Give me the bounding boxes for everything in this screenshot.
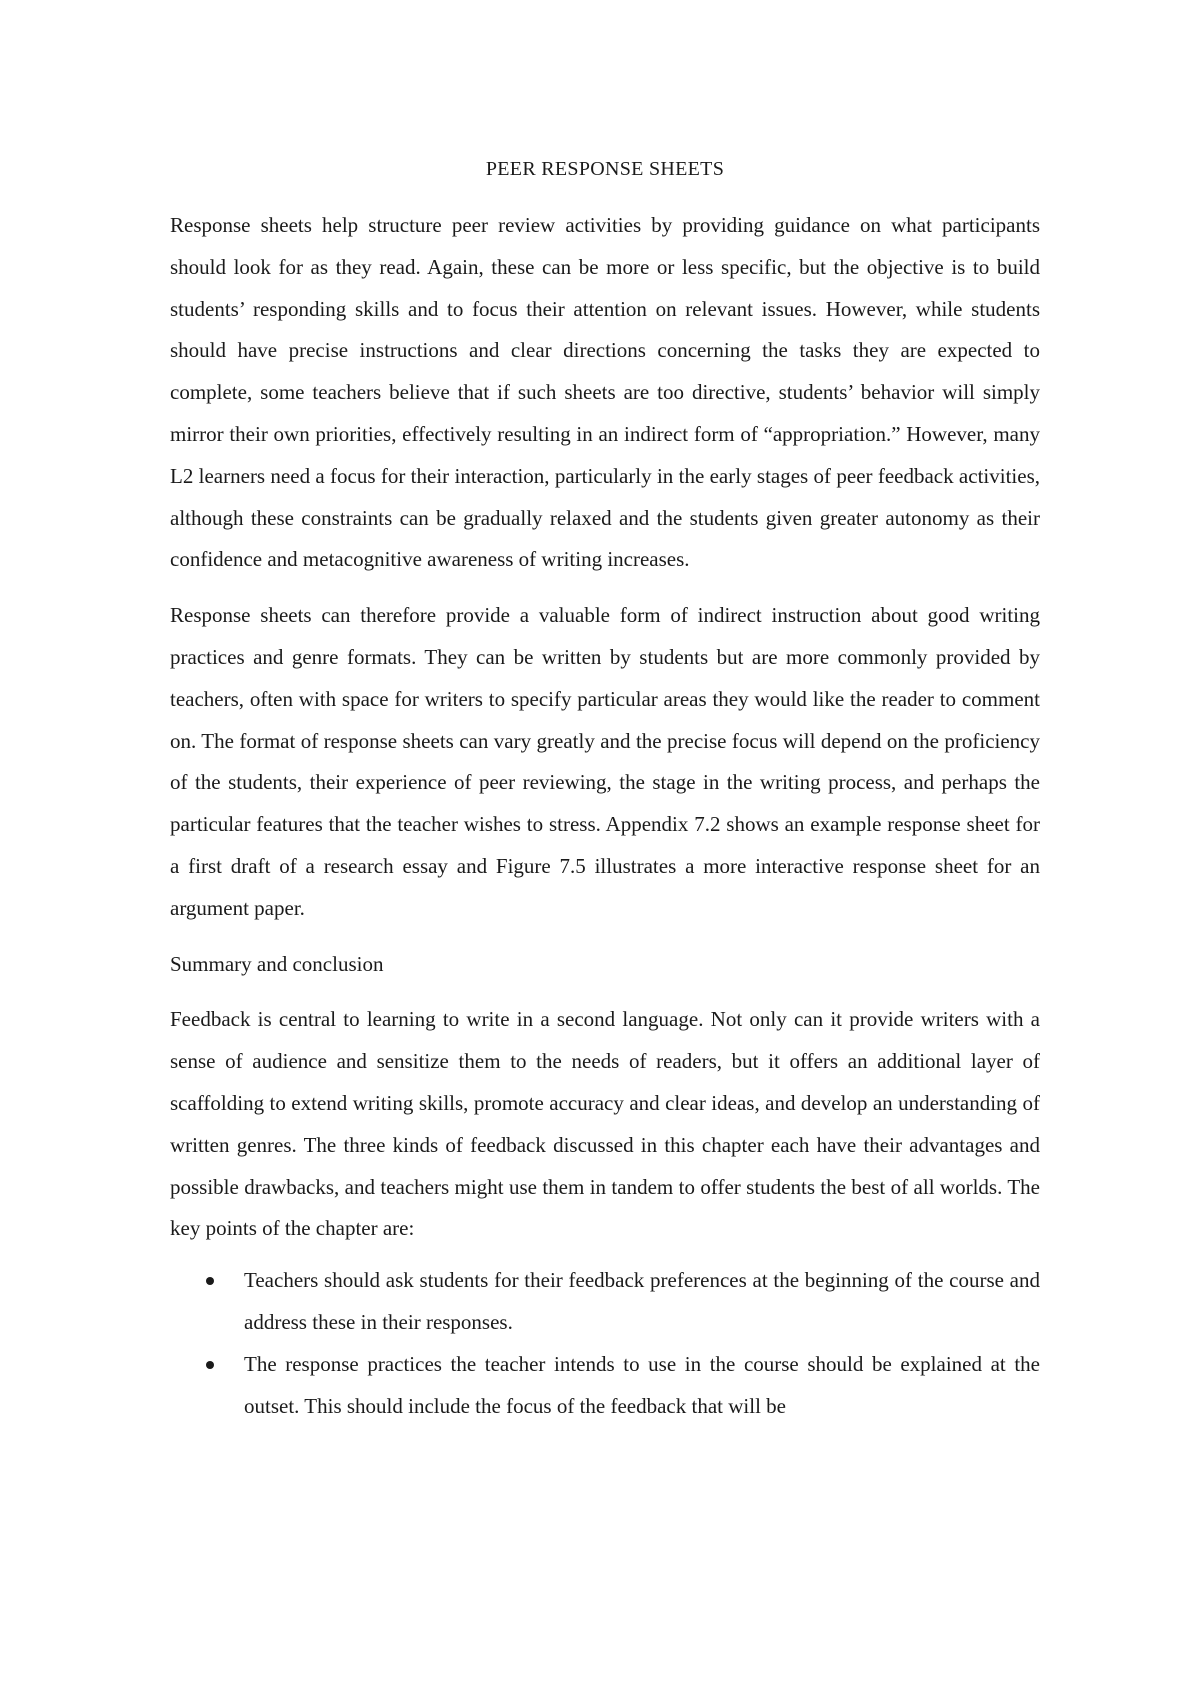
paragraph-indirect-instruction: Response sheets can therefore provide a valuable form of indirect instruction about good writing practices and genre formats. They can be written by students but are more commonly provided by teachers, often with space for writers to specify particular areas they would like the reader to comment on. The format of response sheets can vary greatly and the precise focus will depend on the proficiency of the students, their experience of peer reviewing, the stage in the writing process, and perhaps the particular features that the teacher wishes to stress. Appendix 7.2 shows an example response sheet for a first draft of a research essay and Figure 7.5 illustrates a more interactive response sheet for an argument paper. [170, 603, 1040, 920]
bullet-icon [206, 1277, 214, 1285]
section-heading-summary: Summary and conclusion [170, 951, 384, 976]
key-point-text: Teachers should ask students for their feedback preferences at the beginning of the course and address these in their responses. [244, 1268, 1040, 1334]
document-page [170, 155, 1040, 1427]
key-point-text: The response practices the teacher intends to use in the course should be explained at the outset. This should include the focus of the feedback that will be [244, 1351, 1040, 1418]
bullet-icon [206, 1361, 214, 1369]
document-title: PEER RESPONSE SHEETS [485, 158, 725, 180]
paragraph-feedback-central: Feedback is central to learning to write in a second language. Not only can it provide writers with a sense of audience and sensitize them to the needs of readers, but it offers an additional layer of scaffolding to extend writing skills, promote accuracy and clear ideas, and develop an understanding of written genres. The three kinds of feedback discussed in this chapter each have their advantages and possible drawbacks, and teachers might use them in tandem to offer students the best of all worlds. The key points of the chapter are: [170, 1007, 1040, 1241]
paragraph-response-sheets: Response sheets help structure peer review activities by providing guidance on what participants should look for as they read. Again, these can be more or less specific, but the objective is to build students’ responding skills and to focus their attention on relevant issues. However, while students should have precise instructions and clear directions concerning the tasks they are expected to complete, some teachers believe that if such sheets are too directive, students’ behavior will simply mirror their own priorities, effectively resulting in an indirect form of “appropriation.” However, many L2 learners need a focus for their interaction, particularly in the early stages of peer feedback activities, although these constraints can be gradually relaxed and the students given greater autonomy as their confidence and metacognitive awareness of writing increases. [170, 213, 1040, 572]
list-item [170, 1344, 1040, 1428]
key-points-list [170, 1260, 1040, 1427]
list-item [170, 1260, 1040, 1344]
